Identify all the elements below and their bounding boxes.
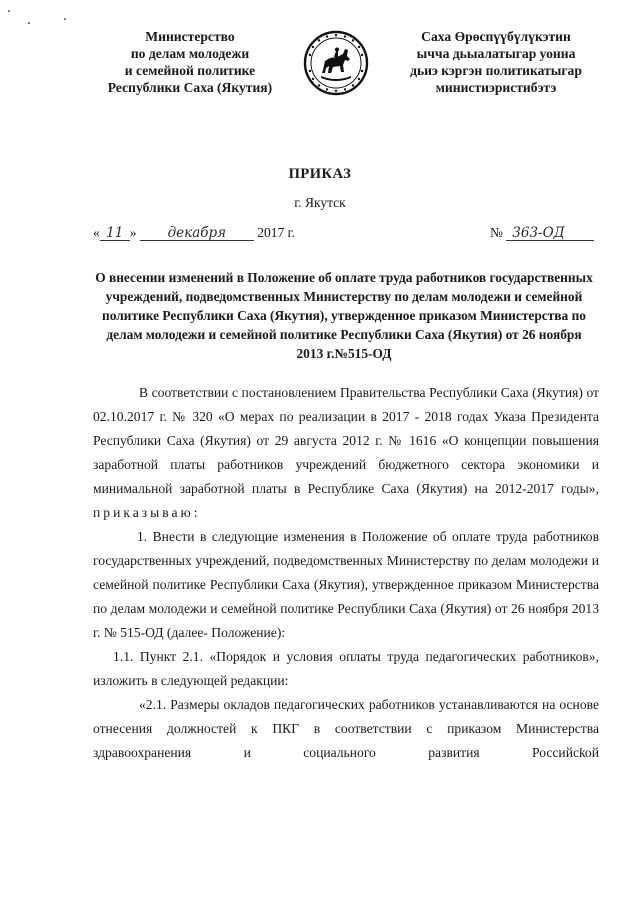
ministry-line: дьиэ кэргэн политикатыгар (410, 63, 582, 78)
order-title: ПРИКАЗ (288, 166, 352, 182)
date-day-handwritten: 11 (100, 227, 130, 241)
ministry-line: Саха Өрөспүүбүлүкэтин (421, 29, 571, 44)
body-paragraph: 1.1. Пункт 2.1. «Порядок и условия оплаты труда педагогических работников», изложить в следующей редакции: (93, 649, 599, 688)
body-paragraph: 1. Внести в следующие изменения в Положение об оплате труда работников государственных учреждений, подведомственных Министерству по делам молодежи и семейной политике Республики Саха (Якутия), утвержденное приказом Министерства по делам молодежи и семейной политике Республики Саха (Якутия) от 26 ноября 2013 г. № 515-ОД (далее- Положение): (93, 529, 599, 640)
scan-speck (8, 10, 10, 12)
body-paragraph (93, 381, 599, 525)
order-body (93, 381, 599, 765)
number-label: № (490, 225, 503, 240)
ministry-name-sakha (372, 28, 620, 96)
order-subject: О внесении изменений в Положение об оплате труда работников государственных учреждений, подведомственных Министерству по делам молодежи и семейной политике Республики Саха (Якутия), утвержденное приказом Министерства по делам молодежи и семейной политике Республики Саха (Якутия) от 26 ноября 2013 г.№515-ОД (95, 270, 593, 361)
body-paragraph: «2.1. Размеры окладов педагогических работников устанавливаются на основе отнесения должностей к ПКГ в соответствии с приказом Министерства здравоохранения и социального развития Российской (93, 697, 599, 760)
scan-speck (28, 22, 30, 24)
ministry-name-russian (90, 28, 290, 96)
number-handwritten: 363-ОД (506, 227, 594, 241)
order-word: приказываю: (93, 505, 201, 520)
ministry-line: по делам молодежи (130, 46, 250, 61)
order-date (93, 225, 295, 241)
sakha-coat-of-arms-icon (303, 30, 369, 96)
date-close-quote: » (129, 225, 137, 240)
ministry-line: Республики Саха (Якутия) (107, 80, 273, 95)
order-city: г. Якутск (294, 195, 346, 210)
ministry-line: и семейной политике (124, 63, 256, 78)
ministry-line: Министерство (145, 29, 235, 44)
ministry-line: министиэристибэтэ (435, 80, 557, 95)
scan-speck (64, 18, 66, 20)
date-open-quote: « (93, 225, 100, 240)
date-month-handwritten: декабря (140, 227, 254, 241)
paragraph-text: В соответствии с постановлением Правительства Республики Саха (Якутия) от 02.10.2017 г. № 320 «О мерах по реализации в 2017 - 2018 годах Указа Президента Республики Саха (Якутия) от 29 августа 2012 г. № 1616 «О концепции повышения заработной платы работников учреждений бюджетного сектора экономики и минимальной заработной платы в Республике Саха (Якутия) на 2012-2017 годы», (93, 385, 599, 496)
ministry-line: ычча дьыалатыгар уонна (416, 46, 576, 61)
order-number (490, 225, 594, 241)
date-year: 2017 г. (257, 225, 296, 240)
